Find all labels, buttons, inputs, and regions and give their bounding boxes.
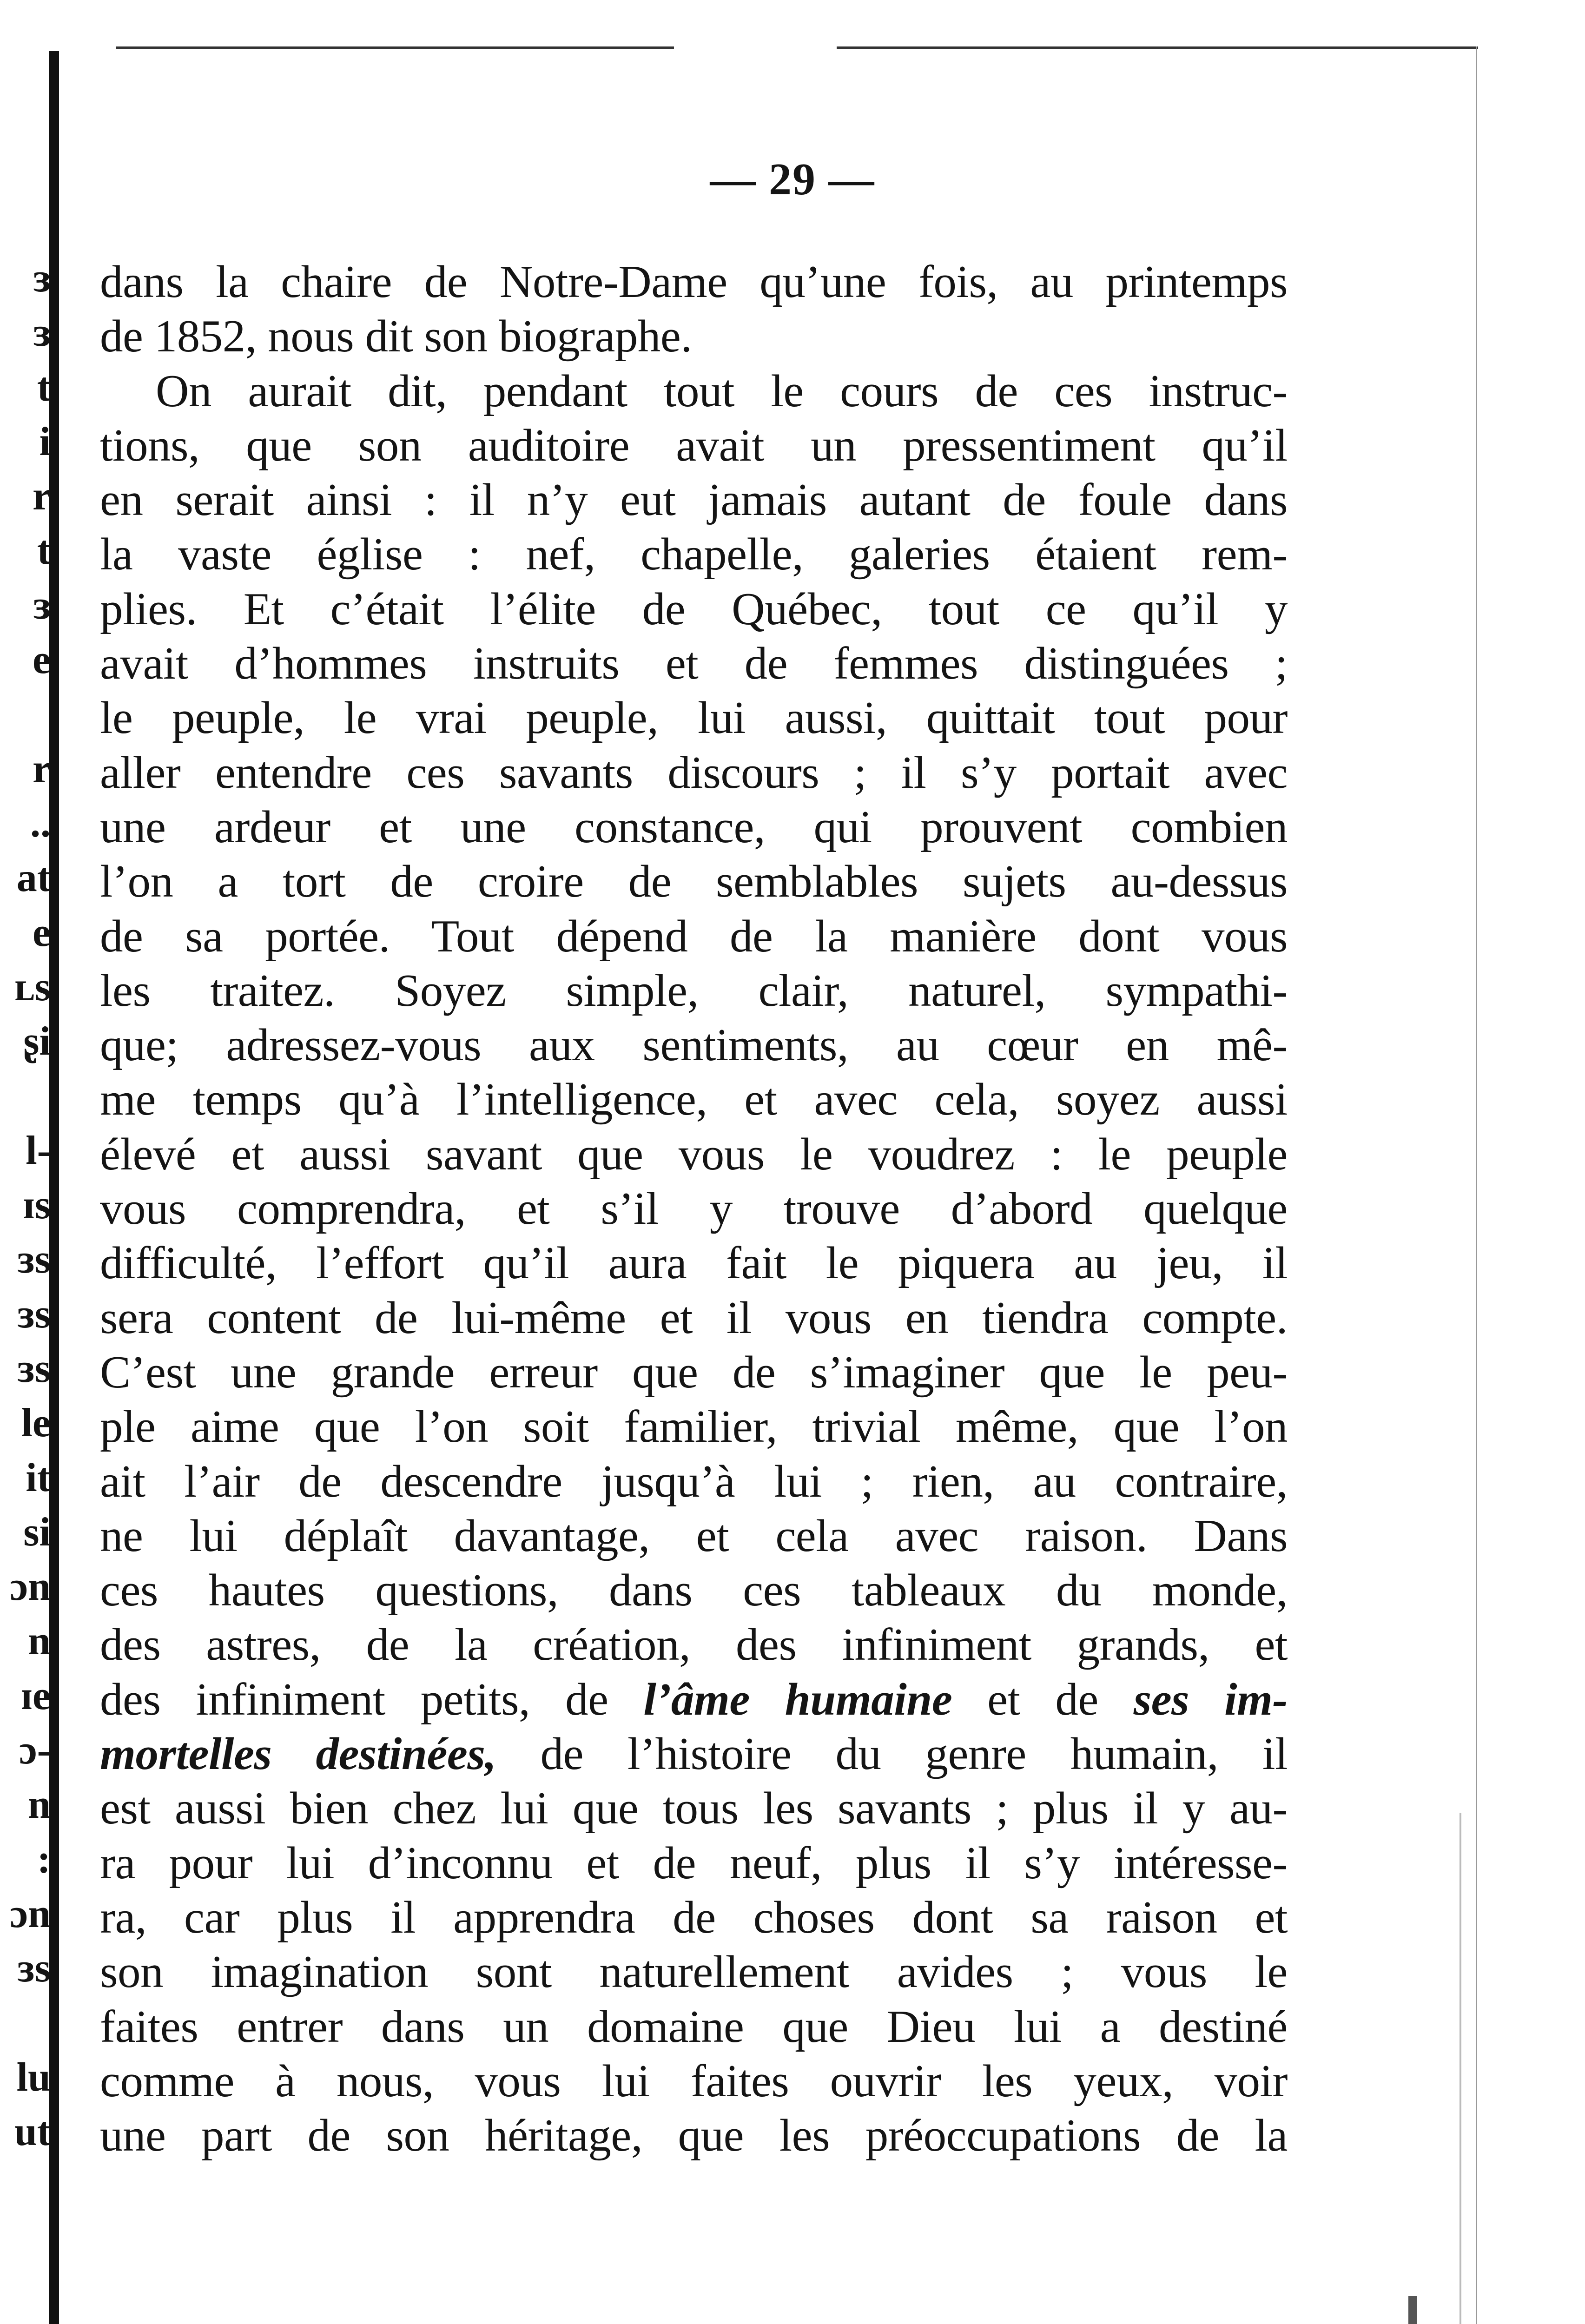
prev-page-fragment: ɜs: [17, 1346, 51, 1391]
italic-phrase: l’âme humaine: [643, 1674, 952, 1725]
text-line: ple aime que l’on soit familier, trivial même, que l’on: [100, 1401, 1288, 1452]
text-line: C’est une grande erreur que de s’imaginer que le peu-: [100, 1347, 1288, 1398]
prev-page-fragment: t: [37, 364, 51, 410]
text-run: et de: [952, 1674, 1134, 1725]
text-line: l’on a tort de croire de semblables sujets au-dessus: [100, 856, 1288, 907]
text-line: plies. Et c’était l’élite de Québec, tout ce qu’il y: [100, 583, 1288, 634]
text-line: aller entendre ces savants discours ; il s’y portait avec: [100, 747, 1288, 798]
prev-page-fragment: ɜ: [33, 582, 51, 628]
text-line: est aussi bien chez lui que tous les savants ; plus il y au-: [100, 1783, 1288, 1834]
text-run: de l’histoire du genre humain, il: [496, 1729, 1288, 1780]
text-line: la vaste église : nef, chapelle, galeries étaient rem-: [100, 529, 1288, 580]
prev-page-fragment: [0, 687, 53, 741]
prev-page-fragment: ɔn: [10, 1564, 51, 1610]
prev-page-fragment: n: [28, 1782, 51, 1828]
text-line: une ardeur et une constance, qui prouvent combien: [100, 801, 1288, 852]
text-line: [100, 1672, 1288, 1727]
prev-page-fragment: ɔn: [10, 1891, 51, 1936]
prev-page-fragment: r: [32, 474, 51, 519]
prev-page-fragment: ʟs: [14, 964, 51, 1010]
text-line: le peuple, le vrai peuple, lui aussi, quittait tout pour: [100, 693, 1288, 744]
text-line: comme à nous, vous lui faites ouvrir les yeux, voir: [100, 2055, 1288, 2106]
prev-page-fragment: ɪe: [20, 1673, 51, 1718]
prev-page-fragment: ʂi: [23, 1019, 51, 1064]
text-line: que; adressez-vous aux sentiments, au cœur en mê-: [100, 1020, 1288, 1071]
top-rule-left: [116, 46, 674, 49]
prev-page-fragment: e: [32, 910, 51, 955]
text-line: difficulté, l’effort qu’il aura fait le piquera au jeu, il: [100, 1238, 1288, 1289]
prev-page-fragment: l-: [26, 1128, 51, 1173]
text-line: ra, car plus il apprendra de choses dont sa raison et: [100, 1892, 1288, 1943]
prev-page-fragment: ɔ-: [19, 1728, 51, 1773]
prev-page-fragment: ut: [14, 2109, 51, 2155]
previous-page-margin: [0, 251, 53, 2159]
text-line: des astres, de la création, des infiniment grands, et: [100, 1619, 1288, 1670]
text-line: vous comprendra, et s’il y trouve d’abord quelque: [100, 1183, 1288, 1235]
prev-page-fragment: [0, 1996, 53, 2050]
text-run: des infiniment petits, de: [100, 1674, 644, 1725]
prev-page-fragment: e: [32, 637, 51, 683]
prev-page-fragment: t: [37, 528, 51, 574]
scan-noise: [1408, 2296, 1417, 2324]
text-line: On aurait dit, pendant tout le cours de ces instruc-: [156, 365, 1288, 416]
prev-page-fragment: si: [23, 1509, 51, 1555]
prev-page-fragment: it: [26, 1455, 51, 1500]
prev-page-fragment: lu: [16, 2054, 51, 2100]
text-line: en serait ainsi : il n’y eut jamais autant de foule dans: [100, 475, 1288, 526]
text-line: de 1852, nous dit son biographe.: [100, 311, 692, 362]
prev-page-fragment: i: [39, 419, 51, 464]
prev-page-fragment: ɪs: [23, 1182, 51, 1228]
text-line: son imagination sont naturellement avides ; vous le: [100, 1947, 1288, 1998]
text-line: me temps qu’à l’intelligence, et avec cela, soyez aussi: [100, 1074, 1288, 1125]
prev-page-fragment: ɜ: [33, 310, 51, 356]
italic-phrase: ses im-: [1133, 1674, 1288, 1725]
page-number: — 29 —: [710, 154, 875, 205]
page-edge: [1476, 46, 1477, 2324]
text-line: une part de son héritage, que les préoccupations de la: [100, 2110, 1288, 2161]
text-line: [100, 1727, 1288, 1781]
prev-page-fragment: [0, 1069, 53, 1123]
text-line: ne lui déplaît davantage, et cela avec raison. Dans: [100, 1510, 1288, 1561]
text-line: avait d’hommes instruits et de femmes distinguées ;: [100, 638, 1288, 689]
prev-page-fragment: r: [32, 746, 51, 792]
top-rule-right: [837, 46, 1478, 49]
text-line: élevé et aussi savant que vous le voudrez : le peuple: [100, 1129, 1288, 1180]
prev-page-fragment: ..: [30, 800, 51, 846]
text-line: les traitez. Soyez simple, clair, naturel, sympathi-: [100, 965, 1288, 1016]
prev-page-fragment: le: [21, 1400, 51, 1446]
text-line: ra pour lui d’inconnu et de neuf, plus il s’y intéresse-: [100, 1837, 1288, 1888]
text-line: faites entrer dans un domaine que Dieu lui a destiné: [100, 2001, 1288, 2052]
prev-page-fragment: ɜs: [17, 1291, 51, 1337]
prev-page-fragment: n: [28, 1618, 51, 1664]
text-line: sera content de lui-même et il vous en tiendra compte.: [100, 1292, 1288, 1343]
text-line: ces hautes questions, dans ces tableaux du monde,: [100, 1565, 1288, 1616]
prev-page-fragment: ɜ: [33, 256, 51, 301]
text-line: de sa portée. Tout dépend de la manière dont vous: [100, 911, 1288, 962]
text-line: tions, que son auditoire avait un pressentiment qu’il: [100, 420, 1288, 471]
prev-page-fragment: ɜs: [17, 1237, 51, 1282]
text-line: ait l’air de descendre jusqu’à lui ; rien, au contraire,: [100, 1456, 1288, 1507]
scan-noise: [1460, 1813, 1461, 2324]
italic-phrase: mortelles destinées,: [100, 1729, 496, 1780]
text-line: dans la chaire de Notre-Dame qu’une fois, au printemps: [100, 257, 1288, 307]
prev-page-fragment: at: [16, 855, 51, 901]
prev-page-fragment: ɜs: [17, 1946, 51, 1991]
prev-page-fragment: :: [37, 1836, 51, 1882]
body-text: [100, 255, 1288, 2163]
